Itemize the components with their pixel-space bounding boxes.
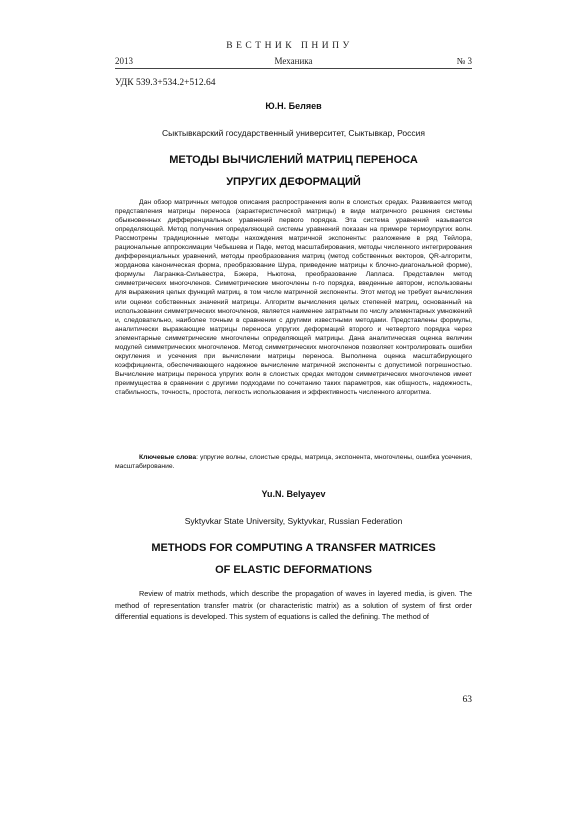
title-ru: [115, 149, 472, 193]
journal-name: ВЕСТНИК ПНИПУ: [226, 41, 353, 51]
title-en-line-1: METHODS FOR COMPUTING A TRANSFER MATRICES: [151, 542, 436, 554]
title-ru-line-2: УПРУГИХ ДЕФОРМАЦИЙ: [226, 176, 361, 188]
section-name: Механика: [274, 56, 313, 66]
udc-code: УДК 539.3+534.2+512.64: [115, 78, 216, 88]
author-ru: Ю.Н. Беляев: [265, 101, 322, 111]
keywords-ru: [115, 453, 472, 471]
affiliation-en: Syktyvkar State University, Syktyvkar, Russian Federation: [184, 516, 403, 526]
abstract-ru: Дан обзор матричных методов описания распространения волн в слоистых средах. Развивается метод представления матрицы переноса (характеристической матрицы) в виде матричного решения системы обыкновенных дифференциальных уравнений первого порядка. Эта система уравнений называется определяющей. Метод получения определяющей системы уравнений показан на примере термоупругих волн. Рассмотрены традиционные методы нахождения матричной экспоненты: разложение в ряд Тейлора, рациональные аппроксимации Чебышева и Паде, метод масштабирования, методы численного интегрирования дифференциальных уравнений, методы преобразования матриц (метод собственных векторов, QR-алгоритм, жорданова каноническая форма, преобразование Шура, приведение матрицы к блочно-диагональной форме), формулы Лагранжа-Сильвестра, Бэкера, Ньютона, преобразование Лапласа. Представлен метод симметрических многочленов. Симметрические многочлены n-го порядка, введенные автором, использованы для выражения целых функций матриц, в том числе матричной экспоненты. Этот метод не требует вычисления или оценки собственных значений матрицы. Алгоритм вычисления целых степеней матриц, основанный на использовании симметрических многочленов, является наименее затратным по числу элементарных умножений и, следовательно, наиболее точным в сравнении с другими известными методами. Представлены формулы, аналитически выражающие матрицы переноса упругих деформаций второго и четвертого порядка через элементарные симметрические многочлены определяющей матрицы. Дана аналитическая оценка величин модулей симметрических многочленов. Метод симметрических многочленов позволяет контролировать ошибки округления и усечения при вычислении матрицы переноса. Выполнена оценка масштабирующего коэффициента, обеспечивающего надежное вычисление матричной экспоненты с допустимой погрешностью. Вычисление матрицы переноса упругих волн в слоистых средах методом симметрических многочленов имеет преимущества в сравнении с другими подходами по сочетанию таких параметров, как общность, надежность, стабильность, точность, простота, легкость использования и эффективность численного алгоритма.: [115, 199, 472, 396]
keywords-text: : упругие волны, слоистые среды, матрица, экспонента, многочлены, ошибка усечения, масштабирование.: [115, 454, 472, 471]
page-number: 63: [462, 695, 472, 705]
header-divider: [115, 68, 472, 69]
abstract-en: Review of matrix methods, which describe the propagation of waves in layered media, is given. The method of representation transfer matrix (or characteristic matrix) as a solution of system of first order differential equations is developed. This system of equations is called the defining. The method of: [115, 589, 472, 621]
affiliation-ru: Сыктывкарский государственный университет, Сыктывкар, Россия: [162, 128, 425, 138]
title-ru-line-1: МЕТОДЫ ВЫЧИСЛЕНИЙ МАТРИЦ ПЕРЕНОСА: [169, 154, 418, 166]
year: 2013: [115, 56, 133, 66]
issue-number: № 3: [456, 56, 472, 66]
title-en: [115, 537, 472, 581]
author-en: Yu.N. Belyayev: [261, 489, 326, 499]
keywords-label: Ключевые слова: [139, 454, 197, 461]
title-en-line-2: OF ELASTIC DEFORMATIONS: [215, 564, 372, 576]
